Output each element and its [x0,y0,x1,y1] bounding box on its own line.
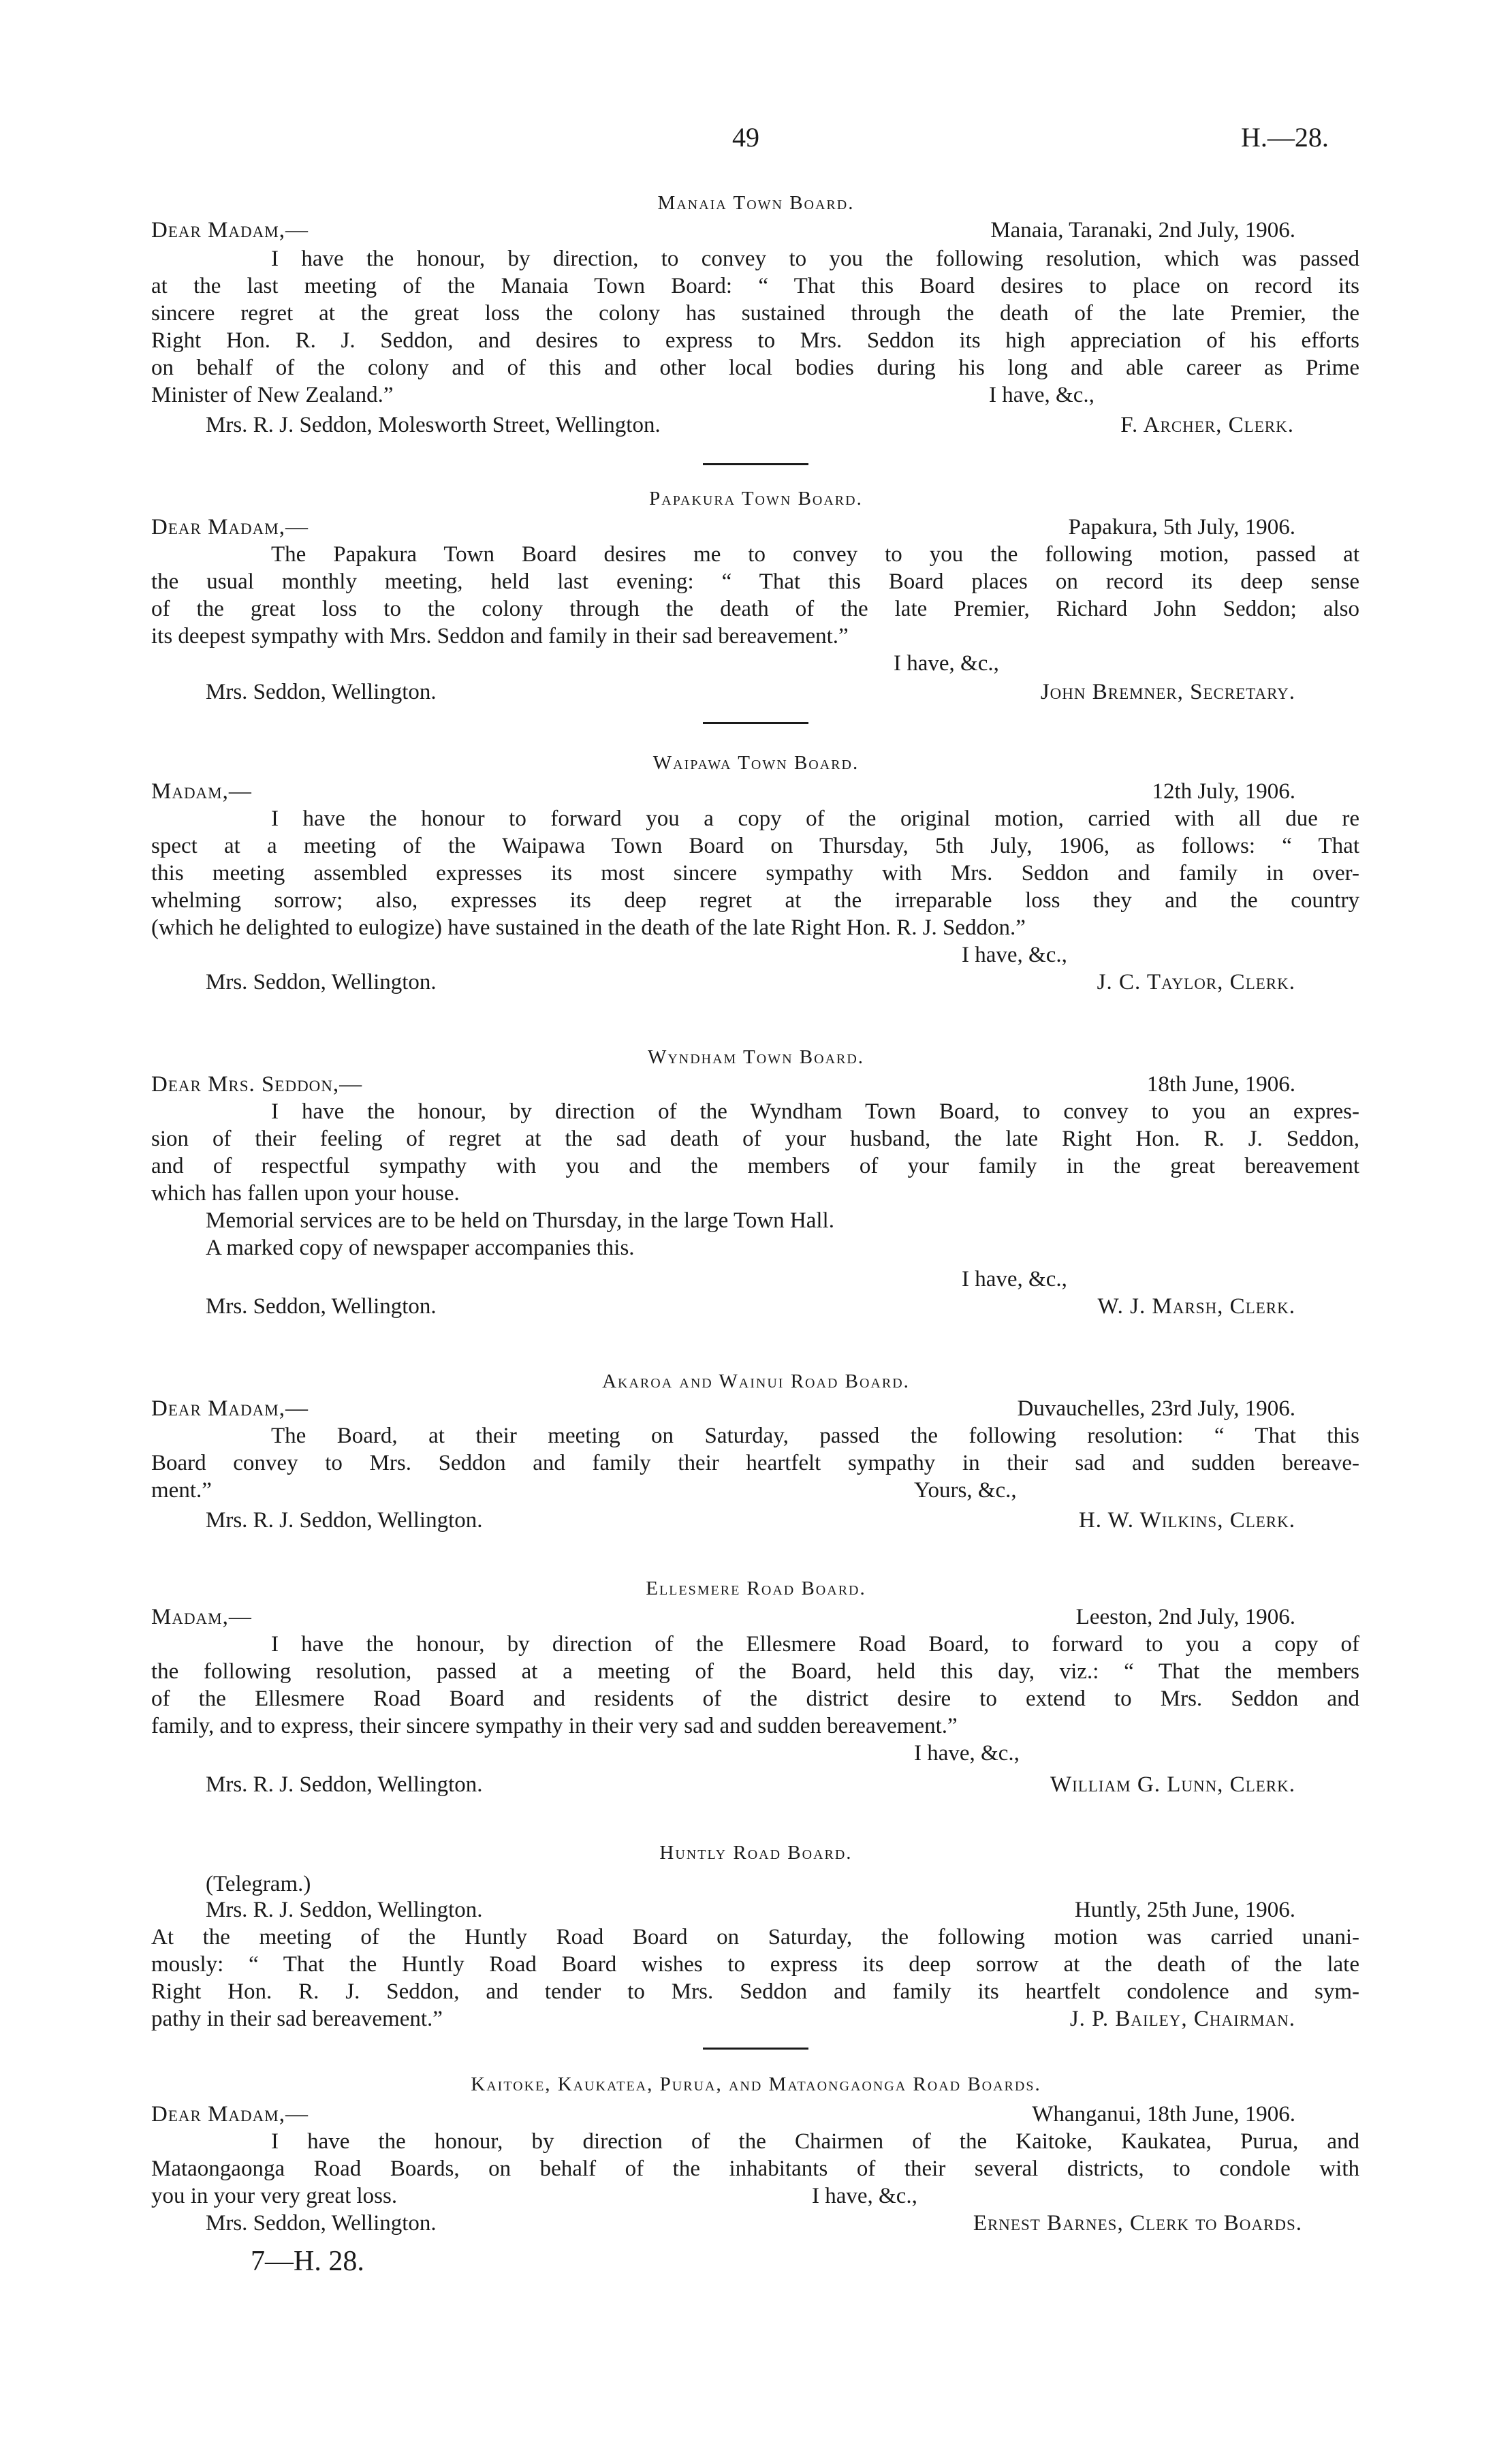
page-number: 49 [732,122,759,153]
body-line: Mataongaonga Road Boards, on behalf of the inhabitants of their several districts, to condole with [151,2157,1359,2181]
section-title: Kaitoke, Kaukatea, Purua, and Mataongaonga Road Boards. [471,2073,1041,2095]
body-line: which has fallen upon your house. [151,1181,460,1206]
body-line: sion of their feeling of regret at the sad death of your husband, the late Right Hon. R. J. Seddon, [151,1127,1359,1151]
place-date: 12th July, 1906. [1152,779,1295,804]
section-title: Wyndham Town Board. [647,1046,865,1068]
salutation: Dear Madam,— [151,2102,309,2127]
body-line: Right Hon. R. J. Seddon, and tender to Mrs. Seddon and family its heartfelt condolence and sym- [151,1979,1359,2004]
body-line: the following resolution, passed at a meeting of the Board, held this day, viz.: “ That the members [151,1659,1359,1684]
body-line: sincere regret at the great loss the colony has sustained through the death of the late Premier, the [151,301,1359,326]
body-line: The Papakura Town Board desires me to convey to you the following motion, passed at [271,542,1359,567]
body-line: I have the honour, by direction of the Chairmen of the Kaitoke, Kaukatea, Purua, and [271,2129,1359,2154]
salutation: Dear Mrs. Seddon,— [151,1072,363,1097]
body-line: A marked copy of newspaper accompanies this. [206,1236,635,1260]
body-line: Minister of New Zealand.” [151,383,394,407]
signatory: J. C. Taylor, Clerk. [1097,970,1295,994]
place-date: 18th June, 1906. [1146,1072,1295,1097]
addressee: Mrs. Seddon, Wellington. [206,1294,437,1319]
addressee: Mrs. R. J. Seddon, Molesworth Street, Wellington. [206,413,661,437]
document-reference: H.—28. [1241,122,1329,153]
telegram-label: (Telegram.) [206,1872,311,1896]
section-title: Waipawa Town Board. [652,752,860,774]
place-date: Duvauchelles, 23rd July, 1906. [1017,1396,1295,1421]
place-date: Papakura, 5th July, 1906. [1068,515,1295,539]
footer-signature-mark: 7—H. 28. [251,2246,364,2277]
signatory: F. Archer, Clerk. [1120,413,1294,437]
body-line: (which he delighted to eulogize) have sustained in the death of the late Right Hon. R. J. Seddon.” [151,915,1026,940]
place-date: Manaia, Taranaki, 2nd July, 1906. [990,218,1295,242]
section-divider [703,2048,808,2050]
salutation: Dear Madam,— [151,515,309,539]
salutation: Dear Madam,— [151,218,309,242]
place-date: Huntly, 25th June, 1906. [1074,1898,1295,1922]
signatory: J. P. Bailey, Chairman. [1069,2007,1295,2031]
place-date: Leeston, 2nd July, 1906. [1075,1605,1295,1629]
body-line: the usual monthly meeting, held last evening: “ That this Board places on record its deep sense [151,569,1359,594]
body-line: The Board, at their meeting on Saturday, passed the following resolution: “ That this [271,1424,1359,1448]
salutation: Dear Madam,— [151,1396,309,1421]
body-line: at the last meeting of the Manaia Town Board: “ That this Board desires to place on record its [151,274,1359,298]
closing: I have, &c., [914,1741,1020,1766]
section-divider [703,722,808,724]
section-title: Huntly Road Board. [659,1842,853,1864]
body-line: Memorial services are to be held on Thursday, in the large Town Hall. [206,1208,834,1233]
body-line: I have the honour, by direction, to convey to you the following resolution, which was passed [271,247,1359,271]
signatory: John Bremner, Secretary. [1040,680,1295,704]
closing: I have, &c., [962,943,1067,967]
body-line: and of respectful sympathy with you and the members of your family in the great bereavement [151,1154,1359,1178]
body-line: this meeting assembled expresses its most sincere sympathy with Mrs. Seddon and family in over- [151,861,1359,885]
body-line: pathy in their sad bereavement.” [151,2007,443,2031]
body-line: mously: “ That the Huntly Road Board wishes to express its deep sorrow at the death of the late [151,1952,1359,1977]
signatory: W. J. Marsh, Clerk. [1097,1294,1295,1319]
addressee: Mrs. R. J. Seddon, Wellington. [206,1508,483,1533]
section-title: Manaia Town Board. [657,192,855,214]
body-line: I have the honour, by direction of the Ellesmere Road Board, to forward to you a copy of [271,1632,1359,1657]
addressee: Mrs. R. J. Seddon, Wellington. [206,1772,483,1797]
body-line: of the great loss to the colony through the death of the late Premier, Richard John Seddon; also [151,597,1359,621]
body-line: I have the honour to forward you a copy of the original motion, carried with all due re [271,806,1359,831]
body-line: At the meeting of the Huntly Road Board on Saturday, the following motion was carried unani- [151,1925,1359,1949]
body-line: on behalf of the colony and of this and other local bodies during his long and able career as Prime [151,356,1359,380]
closing: I have, &c., [962,1267,1067,1291]
body-line: of the Ellesmere Road Board and residents of the district desire to extend to Mrs. Seddon and [151,1687,1359,1711]
closing: I have, &c., [989,383,1094,407]
addressee: Mrs. Seddon, Wellington. [206,2211,437,2236]
addressee: Mrs. R. J. Seddon, Wellington. [206,1898,483,1922]
section-title: Papakura Town Board. [649,488,863,509]
body-line: you in your very great loss. [151,2184,398,2208]
salutation: Madam,— [151,1605,252,1629]
signatory: William G. Lunn, Clerk. [1050,1772,1295,1797]
body-line: Board convey to Mrs. Seddon and family their heartfelt sympathy in their sad and sudden bereave- [151,1451,1359,1475]
section-title: Akaroa and Wainui Road Board. [602,1370,910,1392]
section-title: Ellesmere Road Board. [646,1578,866,1599]
signatory: H. W. Wilkins, Clerk. [1078,1508,1295,1533]
body-line: I have the honour, by direction of the Wyndham Town Board, to convey to you an expres- [271,1099,1359,1124]
body-line: family, and to express, their sincere sympathy in their very sad and sudden bereavement.” [151,1714,958,1738]
place-date: Whanganui, 18th June, 1906. [1032,2102,1295,2127]
body-line: ment.” [151,1478,212,1503]
closing: I have, &c., [812,2184,917,2208]
body-line: Right Hon. R. J. Seddon, and desires to express to Mrs. Seddon its high appreciation of his efforts [151,328,1359,353]
body-line: its deepest sympathy with Mrs. Seddon and family in their sad bereavement.” [151,624,849,648]
body-line: whelming sorrow; also, expresses its deep regret at the irreparable loss they and the country [151,888,1359,913]
body-line: spect at a meeting of the Waipawa Town Board on Thursday, 5th July, 1906, as follows: “ That [151,834,1359,858]
closing: I have, &c., [894,651,999,676]
salutation: Madam,— [151,779,252,804]
section-divider [703,463,808,465]
closing: Yours, &c., [914,1478,1017,1503]
addressee: Mrs. Seddon, Wellington. [206,970,437,994]
addressee: Mrs. Seddon, Wellington. [206,680,437,704]
signatory: Ernest Barnes, Clerk to Boards. [973,2211,1302,2236]
